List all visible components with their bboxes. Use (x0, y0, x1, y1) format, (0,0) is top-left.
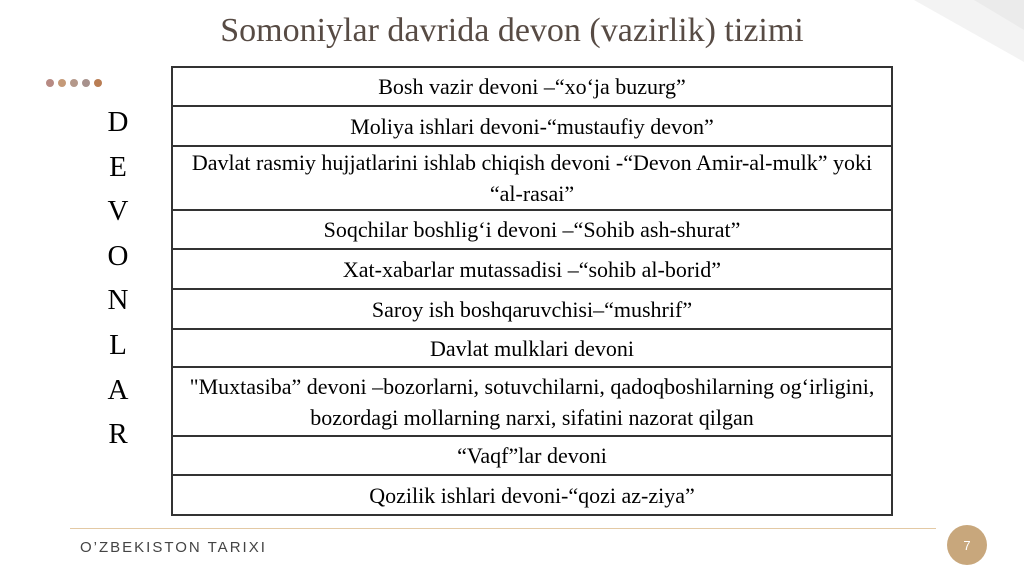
dot-1 (46, 79, 54, 87)
table-row: Moliya ishlari devoni-“mustaufiy devon” (173, 107, 891, 147)
vertical-letter: E (109, 150, 127, 183)
table-row: Davlat mulklari devoni (173, 330, 891, 368)
vertical-letter: R (108, 418, 128, 451)
page-number-badge: 7 (947, 525, 987, 565)
vertical-letter: D (107, 106, 129, 138)
vertical-letter: L (109, 328, 127, 361)
decorative-dots (46, 79, 102, 87)
vertical-letter: V (107, 195, 129, 228)
table-row: "Muxtasiba” devoni –bozorlarni, sotuvchilarni, qadoqboshilarning og‘irligini, bozordagi mollarning narxi, sifatini nazorat qilgan (173, 368, 891, 437)
table-row: Saroy ish boshqaruvchisi–“mushrif” (173, 290, 891, 330)
devon-table (171, 66, 893, 516)
dot-3 (70, 79, 78, 87)
table-row: Soqchilar boshlig‘i devoni –“Sohib ash-shurat” (173, 211, 891, 250)
dot-2 (58, 79, 66, 87)
table-row: Bosh vazir devoni –“xo‘ja buzurg” (173, 68, 891, 107)
footer-title: O’ZBEKISTON TARIXI (80, 539, 267, 556)
dot-4 (82, 79, 90, 87)
table-row: “Vaqf”lar devoni (173, 437, 891, 476)
footer-divider (70, 528, 936, 529)
table-row: Davlat rasmiy hujjatlarini ishlab chiqish devoni -“Devon Amir-al-mulk” yoki “al-rasai” (173, 147, 891, 211)
table-row: Qozilik ishlari devoni-“qozi az-ziya” (173, 476, 891, 516)
vertical-letter: A (107, 373, 129, 406)
vertical-letter: N (107, 284, 129, 317)
vertical-label-devonlar (100, 100, 136, 457)
slide-title: Somoniylar davrida devon (vazirlik) tizimi (220, 12, 804, 49)
dot-5 (94, 79, 102, 87)
table-row: Xat-xabarlar mutassadisi –“sohib al-borid” (173, 250, 891, 290)
vertical-letter: O (107, 239, 129, 272)
